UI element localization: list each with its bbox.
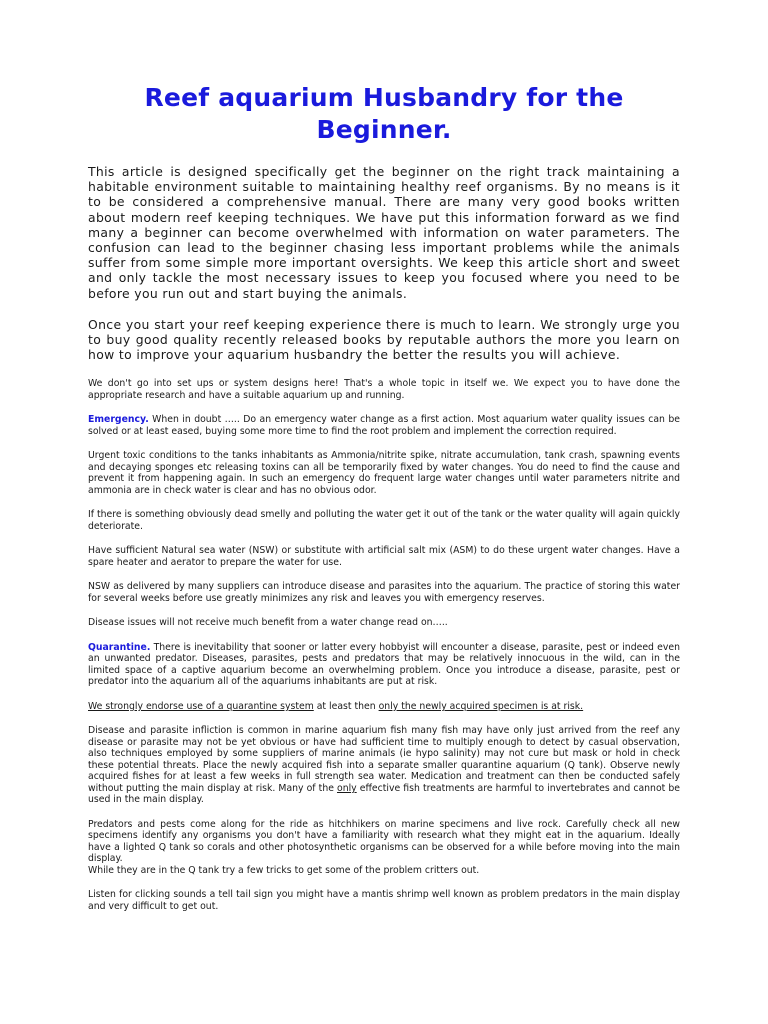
endorse-underlined-2: only the newly acquired specimen is at risk. [378,700,584,712]
intro-section [88,164,680,362]
clicking-paragraph: Listen for clicking sounds a tell tail sign you might have a mantis shrimp well known as problem predators in the main display and very difficult to get out. [88,889,680,912]
quarantine-text: There is inevitability that sooner or latter every hobbyist will encounter a disease, parasite, pest or indeed even an unwanted predator. Diseases, parasites, pests and predators that may be relatively innocuous in the wild, can in the limited space of a captive aquarium become an overwhelming problem. Once you introduce a disease, parasite, pest or predator into the aquarium all of the aquariums inhabitants are put at risk. [88,641,680,688]
urgent-paragraph: Urgent toxic conditions to the tanks inhabitants as Ammonia/nitrite spike, nitrate accumulation, tank crash, spawning events and decaying sponges etc releasing toxins can all be temporarily fixed by water changes. You do need to find the cause and prevent it from happening again. In such an emergency do frequent large water changes until water parameters nitrite and ammonia are in check water is clear and has no obvious odor. [88,450,680,496]
infliction-only-underlined: only [337,782,357,794]
infliction-paragraph [88,725,680,806]
endorse-text: at least then [313,700,379,712]
dead-paragraph: If there is something obviously dead smelly and polluting the water get it out of the tank or the water quality will again quickly deteriorate. [88,509,680,532]
emergency-paragraph [88,414,680,437]
quarantine-heading: Quarantine. [88,641,151,653]
emergency-text: When in doubt ….. Do an emergency water change as a first action. Most aquarium water quality issues can be solved or at least eased, buying some more time to find the root problem and implement the correction required. [88,414,680,437]
emergency-heading: Emergency. [88,414,149,426]
document-title: Reef aquarium Husbandry for the Beginner. [144,83,624,144]
setup-note-paragraph: We don't go into set ups or system designs here! That's a whole topic in itself we. We expect you to have done the appropriate research and have a suitable aquarium up and running. [88,378,680,401]
intro-paragraph: Once you start your reef keeping experience there is much to learn. We strongly urge you to buy good quality recently released books by reputable authors the more you learn on how to improve your aquarium husbandry the better the results you will achieve. [88,316,680,363]
predators-paragraph: Predators and pests come along for the ride as hitchhikers on marine specimens and live rock. Carefully check all new specimens identify any organisms you don't have a familiarity with research what they might eat in the aquarium. Ideally have a lighted Q tank so corals and other photosynthetic organisms can be observed for a while before moving into the main display. [88,818,680,865]
endorse-paragraph [88,701,680,713]
nsw-delivered-paragraph: NSW as delivered by many suppliers can introduce disease and parasites into the aquarium. The practice of storing this water for several weeks before use greatly minimizes any risk and leaves you with emergency reserves. [88,581,680,604]
quarantine-paragraph [88,642,680,688]
infliction-text-before: Disease and parasite infliction is common in marine aquarium fish many fish may have only just arrived from the reef any disease or parasite may not be yet obvious or have had sufficient time to multiply enough to detect by casual observation, also techniques employed by some suppliers of marine animals (ie hypo salinity) may not cure but mask or hold in check these potential threats. Place the newly acquired fish into a separate smaller quarantine aquarium (Q tank). Observe newly acquired fishes for at least a few weeks in full strength sea water. Medication and treatment can then be conducted safely without putting the main display at risk. Many of the [88,725,680,794]
endorse-underlined-1: We strongly endorse use of a quarantine system [88,700,314,712]
infliction-text-after: effective fish treatments are harmful to invertebrates and cannot be used in the main display. [88,782,680,806]
intro-paragraph: This article is designed specifically get the beginner on the right track maintaining a habitable environment suitable to maintaining healthy reef organisms. By no means is it to be considered a comprehensive manual. There are many very good books written about modern reef keeping techniques. We have put this information forward as we find many a beginner can become overwhelmed with information on water parameters. The confusion can lead to the beginner chasing less important problems while the animals suffer from some simple more important oversights. We keep this article short and sweet and only tackle the most necessary issues to keep you focused where you need to be before you run out and start buying the animals. [88,164,680,301]
disease-note-paragraph: Disease issues will not receive much benefit from a water change read on….. [88,617,448,629]
body-section [88,378,680,912]
document-page [88,82,680,925]
nsw-paragraph: Have sufficient Natural sea water (NSW) or substitute with artificial salt mix (ASM) to do these urgent water changes. Have a spare heater and aerator to prepare the water for use. [88,545,680,568]
tricks-paragraph: While they are in the Q tank try a few tricks to get some of the problem critters out. [88,864,480,876]
